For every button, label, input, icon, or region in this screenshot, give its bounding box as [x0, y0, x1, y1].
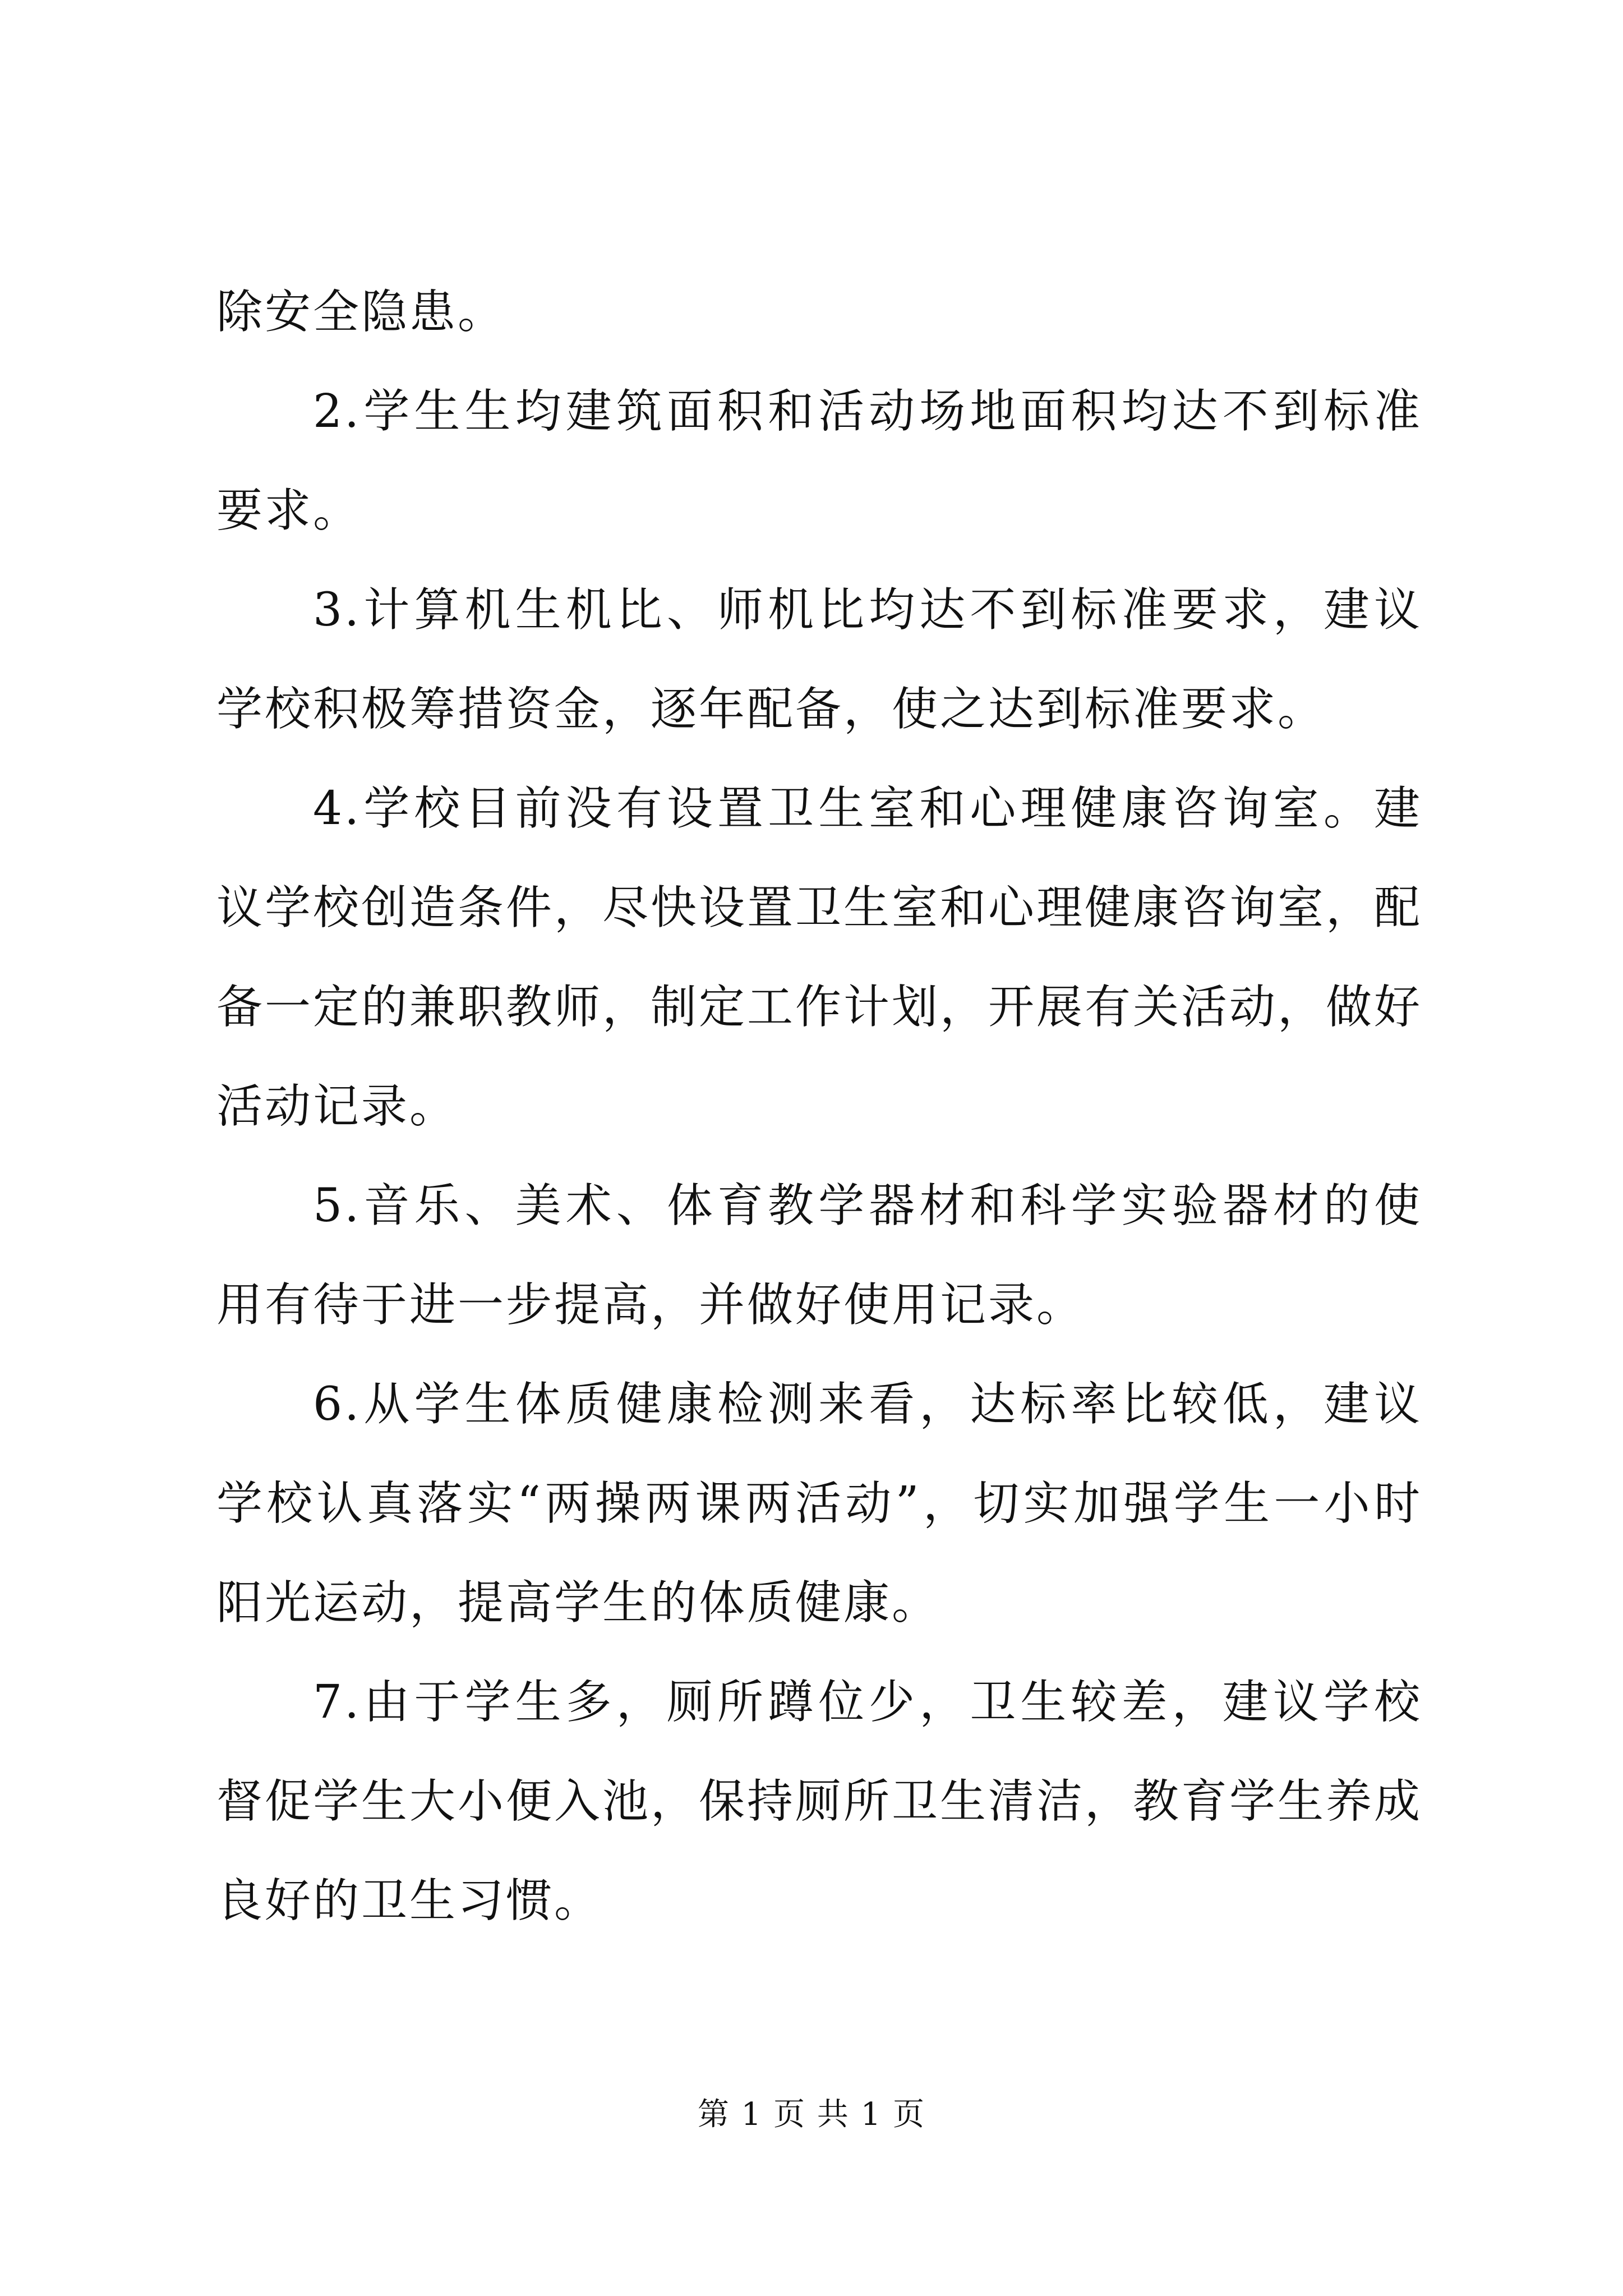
- paragraph-item-3: 3.计算机生机比、师机比均达不到标准要求，建议学校积极筹措资金，逐年配备，使之达到标准要求。: [216, 583, 1422, 736]
- paragraph-continuation: 除安全隐患。: [216, 286, 506, 339]
- paragraph-item-4: 4.学校目前没有设置卫生室和心理健康咨询室。建议学校创造条件，尽快设置卫生室和心理健康咨询室，配备一定的兼职教师，制定工作计划，开展有关活动，做好活动记录。: [216, 782, 1423, 1133]
- page-footer: 第 1 页 共 1 页: [697, 2096, 926, 2133]
- document-body: [216, 263, 1422, 1950]
- paragraph-item-6: 6.从学生体质健康检测来看，达标率比较低，建议学校认真落实“两操两课两活动”，切实加强学生一小时阳光运动，提高学生的体质健康。: [216, 1378, 1422, 1630]
- paragraph-item-2: 2.学生生均建筑面积和活动场地面积均达不到标准要求。: [216, 385, 1422, 537]
- paragraph-item-5: 5.音乐、美术、体育教学器材和科学实验器材的使用有待于进一步提高，并做好使用记录。: [216, 1179, 1422, 1332]
- paragraph-item-7: 7.由于学生多，厕所蹲位少，卫生较差，建议学校督促学生大小便入池，保持厕所卫生清洁，教育学生养成良好的卫生习惯。: [216, 1676, 1423, 1927]
